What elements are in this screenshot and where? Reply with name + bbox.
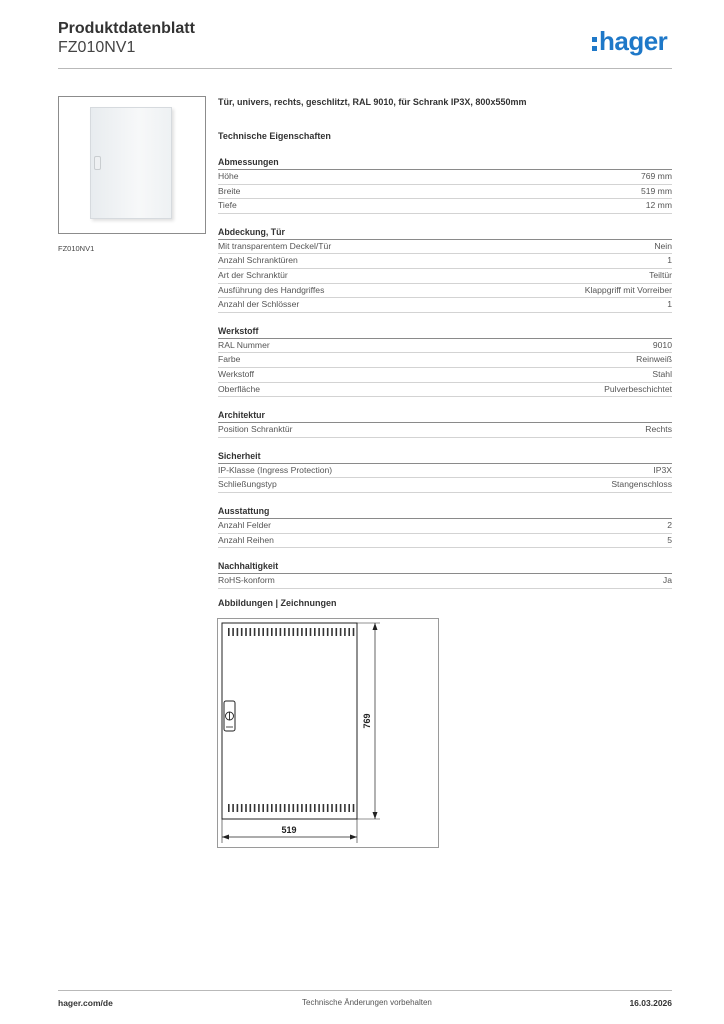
- page-title: Produktdatenblatt: [58, 20, 195, 37]
- spec-value: Stangenschloss: [611, 479, 672, 490]
- vent-slot: [353, 804, 355, 812]
- vent-slot: [323, 628, 325, 636]
- spec-value: Reinweiß: [636, 354, 672, 365]
- spec-row: [218, 240, 672, 255]
- vent-slot: [288, 804, 290, 812]
- spec-label: Anzahl Reihen: [218, 534, 274, 545]
- spec-row: [218, 478, 672, 493]
- vent-slot: [344, 628, 346, 636]
- spec-value: 5: [667, 534, 672, 545]
- section-title: Sicherheit: [218, 450, 672, 464]
- spec-value: 1: [667, 299, 672, 310]
- vent-slot: [305, 628, 307, 636]
- vent-slot: [232, 804, 234, 812]
- vent-slot: [280, 804, 282, 812]
- vent-slot: [305, 804, 307, 812]
- spec-section: [218, 325, 672, 397]
- section-title: Abdeckung, Tür: [218, 226, 672, 240]
- vent-slot: [245, 804, 247, 812]
- section-title: Werkstoff: [218, 325, 672, 339]
- spec-label: Art der Schranktür: [218, 269, 288, 280]
- vent-slot: [297, 804, 299, 812]
- vent-slot: [301, 804, 303, 812]
- vent-slot: [262, 628, 264, 636]
- vent-slot: [232, 628, 234, 636]
- spec-row: [218, 574, 672, 589]
- thumbnail-caption: FZ010NV1: [58, 244, 95, 253]
- spec-value: 12 mm: [645, 200, 672, 211]
- spec-label: Schließungstyp: [218, 479, 277, 490]
- spec-value: 2: [667, 519, 672, 530]
- spec-label: RoHS-konform: [218, 575, 275, 586]
- vent-slot: [271, 804, 273, 812]
- footer-website-link[interactable]: hager.com/de: [58, 998, 113, 1008]
- vent-slot: [250, 628, 252, 636]
- vent-slot: [254, 628, 256, 636]
- spec-value: 1: [667, 255, 672, 266]
- logo-dots-icon: [592, 34, 597, 52]
- header-divider: [58, 68, 672, 69]
- vent-slot: [297, 628, 299, 636]
- spec-row: [218, 464, 672, 479]
- vent-slot: [228, 628, 230, 636]
- spec-sections: [218, 156, 672, 589]
- vent-slot: [331, 804, 333, 812]
- width-dimension: [222, 819, 357, 843]
- section-title: Abmessungen: [218, 156, 672, 170]
- spec-section: [218, 505, 672, 548]
- product-description: Tür, univers, rechts, geschlitzt, RAL 9010, für Schrank IP3X, 800x550mm: [218, 97, 527, 107]
- vent-slot: [314, 628, 316, 636]
- drawing-svg: [218, 619, 440, 849]
- spec-label: Mit transparentem Deckel/Tür: [218, 240, 332, 251]
- section-title: Architektur: [218, 409, 672, 423]
- vent-slot: [271, 628, 273, 636]
- door-outline: [222, 623, 357, 819]
- spec-content: [218, 96, 672, 589]
- vent-slot: [314, 804, 316, 812]
- vent-slot: [310, 628, 312, 636]
- spec-value: Rechts: [645, 424, 672, 435]
- section-title: Ausstattung: [218, 505, 672, 519]
- vent-slot: [293, 628, 295, 636]
- vent-slot: [348, 804, 350, 812]
- vent-slot: [262, 804, 264, 812]
- lock-icon: [224, 701, 235, 731]
- width-label: 519: [281, 825, 297, 835]
- vent-slot: [318, 628, 320, 636]
- spec-label: Anzahl der Schlösser: [218, 299, 300, 310]
- spec-label: Oberfläche: [218, 383, 261, 394]
- spec-label: Anzahl Felder: [218, 519, 272, 530]
- spec-section: [218, 226, 672, 313]
- spec-row: [218, 170, 672, 185]
- door-handle-icon: [94, 156, 101, 170]
- spec-value: Pulverbeschichtet: [604, 383, 672, 394]
- vent-slot: [241, 628, 243, 636]
- vent-slot: [340, 628, 342, 636]
- vent-slot: [228, 804, 230, 812]
- spec-row: [218, 254, 672, 269]
- spec-row: [218, 185, 672, 200]
- vent-slot: [353, 628, 355, 636]
- door-image: [90, 107, 172, 219]
- vent-slot: [301, 628, 303, 636]
- vent-slot: [327, 628, 329, 636]
- hager-logo[interactable]: [592, 26, 667, 56]
- spec-label: Werkstoff: [218, 368, 254, 379]
- vent-slot: [241, 804, 243, 812]
- vent-slot: [237, 628, 239, 636]
- footer-disclaimer: Technische Änderungen vorbehalten: [302, 998, 432, 1007]
- spec-label: RAL Nummer: [218, 339, 270, 350]
- spec-label: IP-Klasse (Ingress Protection): [218, 464, 333, 475]
- vent-slot: [318, 804, 320, 812]
- spec-row: [218, 519, 672, 534]
- height-dimension: [357, 623, 380, 819]
- product-thumbnail: [58, 96, 206, 234]
- vent-slot: [288, 628, 290, 636]
- spec-value: 769 mm: [640, 171, 672, 181]
- spec-row: [218, 423, 672, 438]
- product-code: FZ010NV1: [58, 39, 136, 56]
- spec-row: [218, 199, 672, 214]
- tech-heading: Technische Eigenschaften: [218, 131, 331, 141]
- vent-slot: [344, 804, 346, 812]
- spec-row: [218, 383, 672, 398]
- vent-slot: [348, 628, 350, 636]
- vent-slot: [323, 804, 325, 812]
- vent-slot: [336, 628, 338, 636]
- vent-slot: [293, 804, 295, 812]
- spec-row: [218, 298, 672, 313]
- vent-slot: [275, 628, 277, 636]
- vent-slot: [250, 804, 252, 812]
- spec-value: Stahl: [652, 368, 672, 379]
- spec-label: Position Schranktür: [218, 424, 293, 435]
- spec-value: 519 mm: [640, 185, 672, 196]
- vent-slot: [284, 804, 286, 812]
- spec-label: Breite: [218, 185, 241, 196]
- spec-row: [218, 534, 672, 549]
- vent-slot: [327, 804, 329, 812]
- vent-slot: [258, 804, 260, 812]
- spec-section: [218, 409, 672, 438]
- logo-text: hager: [599, 26, 668, 56]
- footer-divider: [58, 990, 672, 991]
- vent-slot: [340, 804, 342, 812]
- vent-slot: [245, 628, 247, 636]
- vent-slot: [275, 804, 277, 812]
- spec-row: [218, 269, 672, 284]
- spec-row: [218, 339, 672, 354]
- spec-row: [218, 368, 672, 383]
- figures-title: Abbildungen | Zeichnungen: [218, 598, 337, 608]
- spec-value: IP3X: [653, 464, 672, 475]
- vent-slot: [280, 628, 282, 636]
- vent-slot: [237, 804, 239, 812]
- spec-value: Teiltür: [649, 269, 672, 280]
- spec-value: Klappgriff mit Vorreiber: [584, 284, 672, 295]
- vent-slot: [310, 804, 312, 812]
- vent-slot: [267, 628, 269, 636]
- vent-slot: [254, 804, 256, 812]
- spec-section: [218, 156, 672, 214]
- vent-slot: [336, 804, 338, 812]
- spec-value: 9010: [652, 339, 672, 350]
- spec-label: Anzahl Schranktüren: [218, 255, 298, 266]
- spec-label: Farbe: [218, 354, 241, 365]
- vent-slot: [284, 628, 286, 636]
- spec-value: Nein: [654, 240, 672, 251]
- spec-section: [218, 560, 672, 589]
- spec-label: Ausführung des Handgriffes: [218, 284, 325, 295]
- spec-value: Ja: [662, 575, 672, 586]
- vent-slot: [331, 628, 333, 636]
- section-title: Nachhaltigkeit: [218, 560, 672, 574]
- height-label: 769: [362, 713, 372, 729]
- spec-row: [218, 284, 672, 299]
- spec-label: Tiefe: [218, 200, 237, 211]
- technical-drawing: [217, 618, 439, 848]
- spec-label: Höhe: [218, 171, 239, 181]
- spec-section: [218, 450, 672, 493]
- footer-date: 16.03.2026: [629, 998, 672, 1008]
- spec-row: [218, 353, 672, 368]
- vent-slot: [258, 628, 260, 636]
- vent-slot: [267, 804, 269, 812]
